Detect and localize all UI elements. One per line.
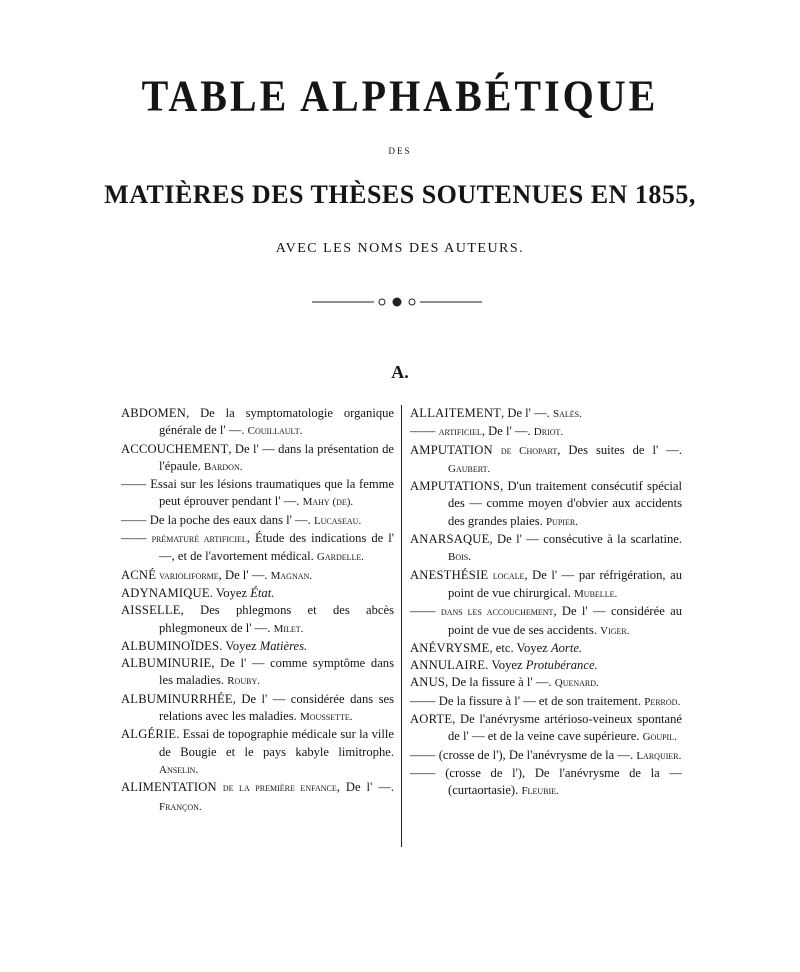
entry-headword: —— — [410, 765, 436, 780]
index-entry — [410, 747, 682, 765]
entry-qualifier: dans les accouchement — [440, 606, 554, 619]
index-entry — [121, 512, 394, 530]
entry-author: Perrod. — [644, 695, 681, 708]
entry-cross-reference: Aorte. — [550, 640, 583, 655]
entry-text: , De l' — considérée au point de vue de ses accidents. — [448, 604, 682, 637]
entry-author: Mubelle. — [574, 587, 618, 600]
entry-headword: ANUS — [410, 675, 446, 690]
entry-headword: ADYNAMIQUE — [121, 585, 210, 600]
index-entry — [410, 657, 682, 674]
entry-author: Larquier. — [636, 749, 682, 762]
index-entry — [410, 423, 682, 441]
entry-text: De la fissure à l' — et de son traitement. — [435, 693, 642, 708]
entry-cross-reference: Protubérance. — [525, 658, 598, 673]
index-entry — [121, 602, 394, 638]
authors-line: AVEC LES NOMS DES AUTEURS. — [275, 241, 525, 256]
index-entry — [121, 779, 394, 816]
index-entry — [410, 531, 682, 567]
entry-author: Magnan. — [270, 569, 313, 582]
entry-text: . Voyez — [485, 658, 523, 673]
entry-headword: —— — [410, 604, 436, 619]
entry-text: , De l' —. — [218, 567, 268, 582]
entry-text: , De l' —. — [336, 780, 395, 795]
entry-author: Gardelle. — [316, 551, 365, 564]
entry-qualifier: locale — [492, 569, 525, 582]
entry-text: (crosse de l'), De l'anévrysme de la —. — [435, 747, 634, 762]
entry-text: , De l' — comme symptôme dans les maladies. — [159, 656, 394, 688]
index-entry — [121, 726, 394, 779]
page-title: TABLE ALPHABÉTIQUE — [141, 70, 659, 121]
entry-text: , De l' — considérée dans ses relations avec les maladies. — [159, 691, 394, 724]
entry-author: Françon. — [159, 800, 202, 813]
entry-text: . Voyez — [219, 638, 257, 653]
entry-cross-reference: État. — [250, 585, 275, 600]
entry-author: Mahy (de). — [302, 496, 354, 509]
entry-text: De la poche des eaux dans l' —. — [146, 512, 311, 527]
entry-text: . Voyez — [209, 585, 248, 600]
entry-text: , D'un traitement consécutif spécial des — comme moyen d'obvier aux accidents des grandes plaies. — [448, 479, 682, 528]
entry-text: , De la fissure à l' —. — [445, 675, 552, 690]
entry-headword: ANESTHÉSIE — [410, 567, 489, 582]
entry-text: , De l' —. — [501, 406, 550, 420]
index-entry — [121, 530, 394, 567]
title-connector: DES — [388, 146, 412, 156]
entry-headword: AISSELLE — [121, 603, 181, 618]
index-entry — [121, 476, 394, 512]
entry-headword: ALLAITEMENT — [410, 406, 502, 420]
entry-qualifier: de Chopart — [500, 444, 558, 457]
entry-author: Moussette. — [299, 711, 353, 724]
entry-text: (crosse de l'), De l'anévrysme de la — (curtaortasie). — [435, 765, 682, 798]
right-column — [410, 405, 682, 801]
entry-headword: —— — [410, 424, 436, 439]
entry-headword: —— — [121, 531, 147, 546]
entry-text: . Essai de topographie médicale sur la ville de Bougie et le pays kabyle limitrophe. — [159, 727, 394, 759]
index-entry — [410, 442, 682, 479]
index-entry — [410, 405, 682, 423]
entry-headword: —— — [121, 512, 147, 527]
index-entry — [121, 691, 394, 727]
entry-headword: ALGÉRIE — [121, 727, 177, 742]
entry-headword: ANNULAIRE — [410, 658, 486, 673]
entry-headword: ACCOUCHEMENT — [121, 441, 229, 456]
index-entry — [121, 585, 394, 602]
entry-headword: ANÉVRYSME — [410, 640, 490, 655]
entry-headword: AMPUTATIONS — [410, 479, 501, 494]
index-entry — [410, 567, 682, 604]
entry-author: Fleubie. — [521, 785, 559, 798]
entry-text: , Des suites de l' —. — [557, 442, 683, 457]
entry-text: , etc. Voyez — [489, 640, 548, 655]
ornament-divider-icon — [312, 296, 482, 308]
entry-text: , De l' — consécutive à la scarlatine. — [489, 532, 682, 547]
entry-text: , Des phlegmons et des abcès phlegmoneux de l' —. — [159, 603, 394, 635]
left-column — [121, 405, 394, 816]
entry-headword: ALBUMINURRHÉE — [121, 691, 233, 706]
entry-qualifier: prématuré artificiel — [151, 533, 247, 546]
entry-text: , De l' —. — [481, 424, 531, 439]
entry-text: , De l'anévrysme artérioso-veineux spontané de l' — et de la veine cave supérieure. — [448, 712, 682, 744]
entry-author: Couillault. — [247, 425, 303, 438]
index-entry — [121, 567, 394, 585]
index-entry — [121, 638, 394, 655]
index-entry — [410, 640, 682, 657]
entry-headword: —— — [410, 747, 436, 762]
index-entry — [410, 603, 682, 640]
entry-headword: ANARSAQUE — [410, 532, 490, 547]
entry-headword: ALBUMINOÏDES — [121, 638, 220, 653]
entry-author: Salès. — [553, 408, 582, 420]
index-entry — [121, 405, 394, 441]
entry-author: Pupier. — [545, 515, 578, 528]
entry-headword: AMPUTATION — [410, 442, 493, 457]
index-entry — [121, 655, 394, 691]
entry-text: , De l' — dans la présentation de l'épaule. — [159, 441, 394, 473]
index-entry — [410, 478, 682, 531]
column-divider — [401, 405, 402, 847]
entry-cross-reference: Matières. — [259, 638, 308, 653]
index-entry — [410, 693, 682, 711]
section-letter: A. — [391, 362, 409, 382]
index-entry — [410, 674, 682, 692]
entry-text: Essai sur les lésions traumatiques que la femme peut éprouver pendant l' —. — [146, 477, 394, 509]
index-entry — [121, 441, 394, 477]
index-entry — [410, 765, 682, 801]
entry-headword: ALBUMINURIE — [121, 656, 212, 671]
entry-author: Viger. — [600, 624, 630, 637]
entry-qualifier: de la première enfance — [222, 782, 337, 795]
entry-author: Driot. — [533, 426, 564, 439]
entry-headword: AORTE — [410, 712, 453, 727]
entry-text: , Étude des indications de l' —, et de l'avortement médical. — [159, 531, 394, 564]
entry-headword: ACNÉ — [121, 567, 157, 582]
entry-headword: ABDOMEN — [121, 406, 187, 420]
entry-author: Bois. — [448, 551, 471, 564]
entry-headword: ALIMENTATION — [121, 780, 217, 795]
entry-author: Bardon. — [203, 460, 243, 473]
entry-qualifier: varioliforme — [159, 569, 219, 582]
page-subtitle: MATIÈRES DES THÈSES SOUTENUES EN 1855, — [104, 180, 696, 209]
entry-author: Rouby. — [227, 675, 260, 688]
entry-text: , De la symptomatologie organique générale de l' —. — [159, 406, 394, 438]
entry-headword: —— — [410, 693, 436, 708]
entry-author: Quenard. — [554, 677, 599, 690]
entry-author: Anselin. — [159, 763, 199, 776]
entry-author: Goupil. — [642, 731, 677, 744]
entry-author: Gaubert. — [448, 462, 491, 475]
entry-author: Lucaseau. — [313, 514, 362, 527]
index-entry — [410, 711, 682, 747]
entry-author: Milet. — [273, 622, 304, 635]
entry-text: , De l' — par réfrigération, au point de vue chirurgical. — [448, 567, 682, 600]
entry-headword: —— — [121, 477, 147, 492]
entry-qualifier: artificiel — [438, 426, 482, 439]
